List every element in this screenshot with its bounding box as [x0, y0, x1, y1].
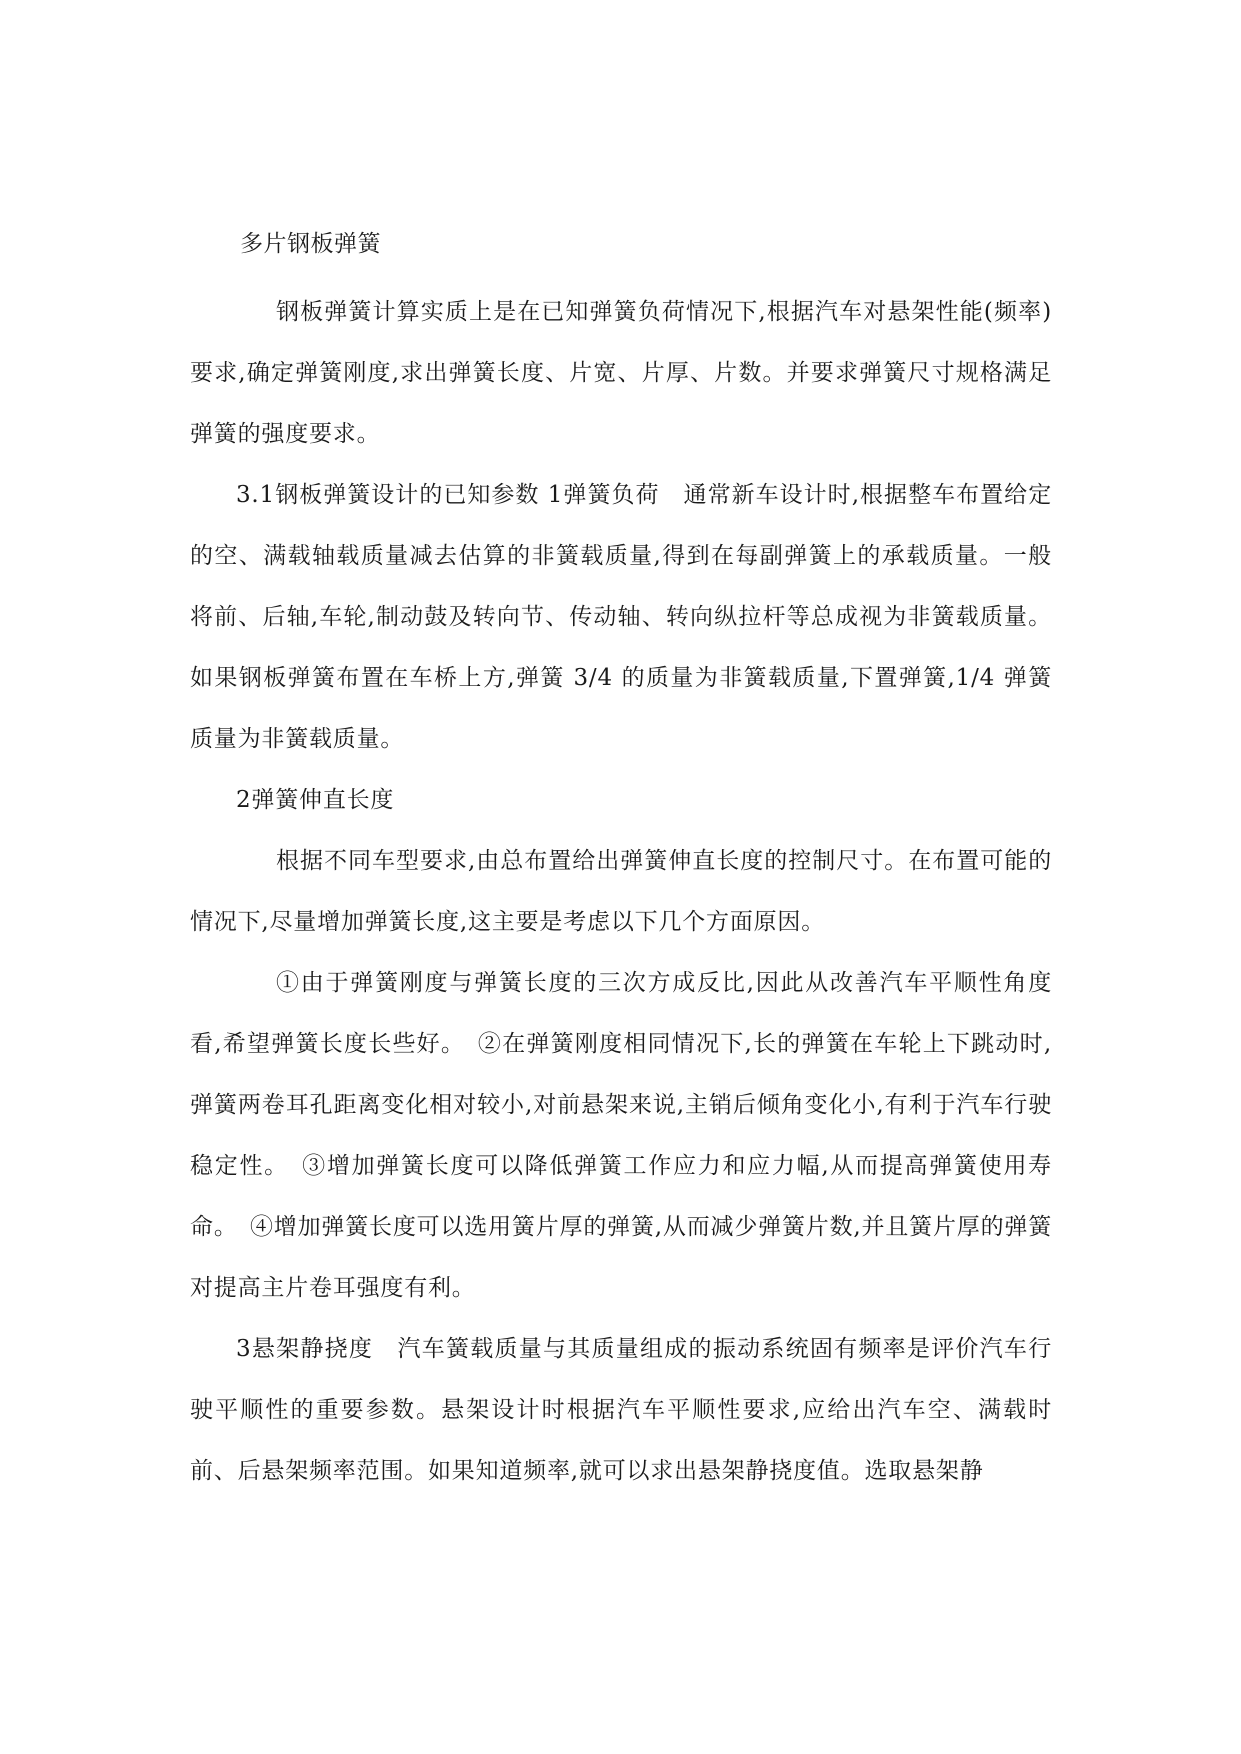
paragraph-intro: 钢板弹簧计算实质上是在已知弹簧负荷情况下,根据汽车对悬架性能(频率)要求,确定弹簧刚度,求出弹簧长度、片宽、片厚、片数。并要求弹簧尺寸规格满足弹簧的强度要求。	[190, 299, 1052, 447]
paragraph-static-deflection: 3悬架静挠度 汽车簧载质量与其质量组成的振动系统固有频率是评价汽车行驶平顺性的重要参数。悬架设计时根据汽车平顺性要求,应给出汽车空、满载时前、后悬架频率范围。如果知道频率,就可以求出悬架静挠度值。选取悬架静	[190, 1336, 1052, 1484]
subheading-spring-length: 2弹簧伸直长度	[236, 787, 395, 813]
paragraph-spring-load: 3.1钢板弹簧设计的已知参数 1弹簧负荷 通常新车设计时,根据整车布置给定的空、满载轴载质量减去估算的非簧载质量,得到在每副弹簧上的承载质量。一般将前、后轴,车轮,制动鼓及转向节、传动轴、转向纵拉杆等总成视为非簧载质量。如果钢板弹簧布置在车桥上方,弹簧 3/4 的质量为非簧载质量,下置弹簧,1/4 弹簧质量为非簧载质量。	[190, 482, 1052, 752]
paragraph-length-reasons: ①由于弹簧刚度与弹簧长度的三次方成反比,因此从改善汽车平顺性角度看,希望弹簧长度长些好。 ②在弹簧刚度相同情况下,长的弹簧在车轮上下跳动时,弹簧两卷耳孔距离变化相对较小,对前悬架来说,主销后倾角变化小,有利于汽车行驶稳定性。 ③增加弹簧长度可以降低弹簧工作应力和应力幅,从而提高弹簧使用寿命。 ④增加弹簧长度可以选用簧片厚的弹簧,从而减少弹簧片数,并且簧片厚的弹簧对提高主片卷耳强度有利。	[190, 970, 1052, 1301]
paragraph-length-control: 根据不同车型要求,由总布置给出弹簧伸直长度的控制尺寸。在布置可能的情况下,尽量增加弹簧长度,这主要是考虑以下几个方面原因。	[190, 848, 1052, 935]
document-body	[190, 228, 1052, 1502]
section-title: 多片钢板弹簧	[240, 231, 381, 257]
